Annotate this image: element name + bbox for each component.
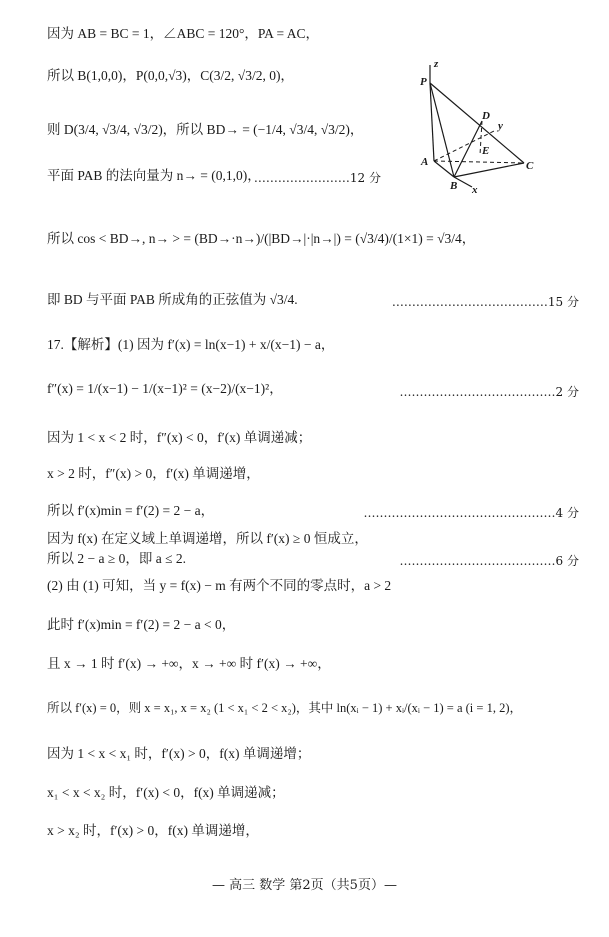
label-c: C bbox=[526, 160, 534, 172]
label-p: P bbox=[420, 76, 427, 88]
text-line: 所以 2 − a ≥ 0，即 a ≤ 2. bbox=[47, 551, 187, 566]
text-line: x₁ < x < x₂ 时，f′(x) < 0，f(x) 单调递减； bbox=[47, 785, 285, 800]
label-d: D bbox=[482, 110, 490, 122]
text-line: 所以 B(1,0,0)，P(0,0,√3)，C(3/2, √3/2, 0)， bbox=[47, 68, 294, 83]
text-line: 17.【解析】(1) 因为 f′(x) = ln(x−1) + x/(x−1) − a， bbox=[47, 337, 335, 352]
text-line: 因为 f(x) 在定义域上单调递增，所以 f′(x) ≥ 0 恒成立， bbox=[47, 531, 368, 546]
text-line: (2) 由 (1) 可知，当 y = f(x) − m 有两个不同的零点时，a > 2 bbox=[47, 578, 392, 593]
text-line: 平面 PAB 的法向量为 n→ = (0,1,0)， bbox=[47, 168, 261, 183]
text-line: x > 2 时，f″(x) > 0，f′(x) 单调递增， bbox=[47, 466, 260, 481]
text-line: 因为 AB = BC = 1，∠ABC = 120°，PA = AC， bbox=[47, 26, 320, 41]
edge-bc bbox=[454, 163, 524, 177]
score-marker: …………………………………2 分 bbox=[399, 385, 579, 399]
text-line: f″(x) = 1/(x−1) − 1/(x−1)² = (x−2)/(x−1)²， bbox=[47, 381, 283, 396]
text-line: 因为 1 < x < x₁ 时，f′(x) > 0，f(x) 单调递增； bbox=[47, 746, 311, 761]
label-e: E bbox=[482, 145, 490, 157]
edge-pc bbox=[430, 83, 524, 163]
score-marker: ……………………12 分 bbox=[253, 171, 381, 185]
geometry-figure bbox=[412, 55, 537, 195]
label-y: y bbox=[498, 120, 503, 132]
text-line: 则 D(3/4, √3/4, √3/2)，所以 BD→ = (−1/4, √3/4, √3/2)， bbox=[47, 122, 364, 137]
label-b: B bbox=[450, 180, 458, 192]
edge-bd bbox=[454, 121, 482, 177]
edge-pb bbox=[430, 83, 454, 177]
text-line: 此时 f′(x)min = f′(2) = 2 − a < 0， bbox=[47, 617, 236, 632]
label-x: x bbox=[472, 184, 478, 195]
text-line: 且 x → 1 时 f′(x) → +∞，x → +∞ 时 f′(x) → +∞， bbox=[47, 656, 331, 671]
edge-ac bbox=[434, 161, 524, 163]
score-marker: …………………………………………4 分 bbox=[363, 506, 579, 520]
text-line: x > x₂ 时，f′(x) > 0，f(x) 单调递增， bbox=[47, 823, 259, 838]
score-marker: …………………………………6 分 bbox=[399, 554, 579, 568]
label-a: A bbox=[421, 156, 429, 168]
text-line: 所以 f′(x)min = f′(2) = 2 − a， bbox=[47, 503, 215, 518]
text-line: 所以 cos < BD→, n→ > = (BD→·n→)/(|BD→|·|n→|) = (√3/4)/(1×1) = √3/4， bbox=[47, 231, 476, 246]
text-line: 因为 1 < x < 2 时，f″(x) < 0，f′(x) 单调递减； bbox=[47, 430, 312, 445]
label-z: z bbox=[434, 58, 439, 70]
text-line: 即 BD 与平面 PAB 所成角的正弦值为 √3/4. bbox=[47, 292, 298, 307]
page-footer: — 高三 数学 第2页（共5页）— bbox=[212, 878, 397, 893]
text-line: 所以 f′(x) = 0，则 x = x₁, x = x₂ (1 < x₁ < 2 < x₂)，其中 ln(xᵢ − 1) + xᵢ/(xᵢ − 1) = a (i = 1, 2)， bbox=[47, 701, 522, 715]
score-marker: …………………………………15 分 bbox=[391, 295, 579, 309]
